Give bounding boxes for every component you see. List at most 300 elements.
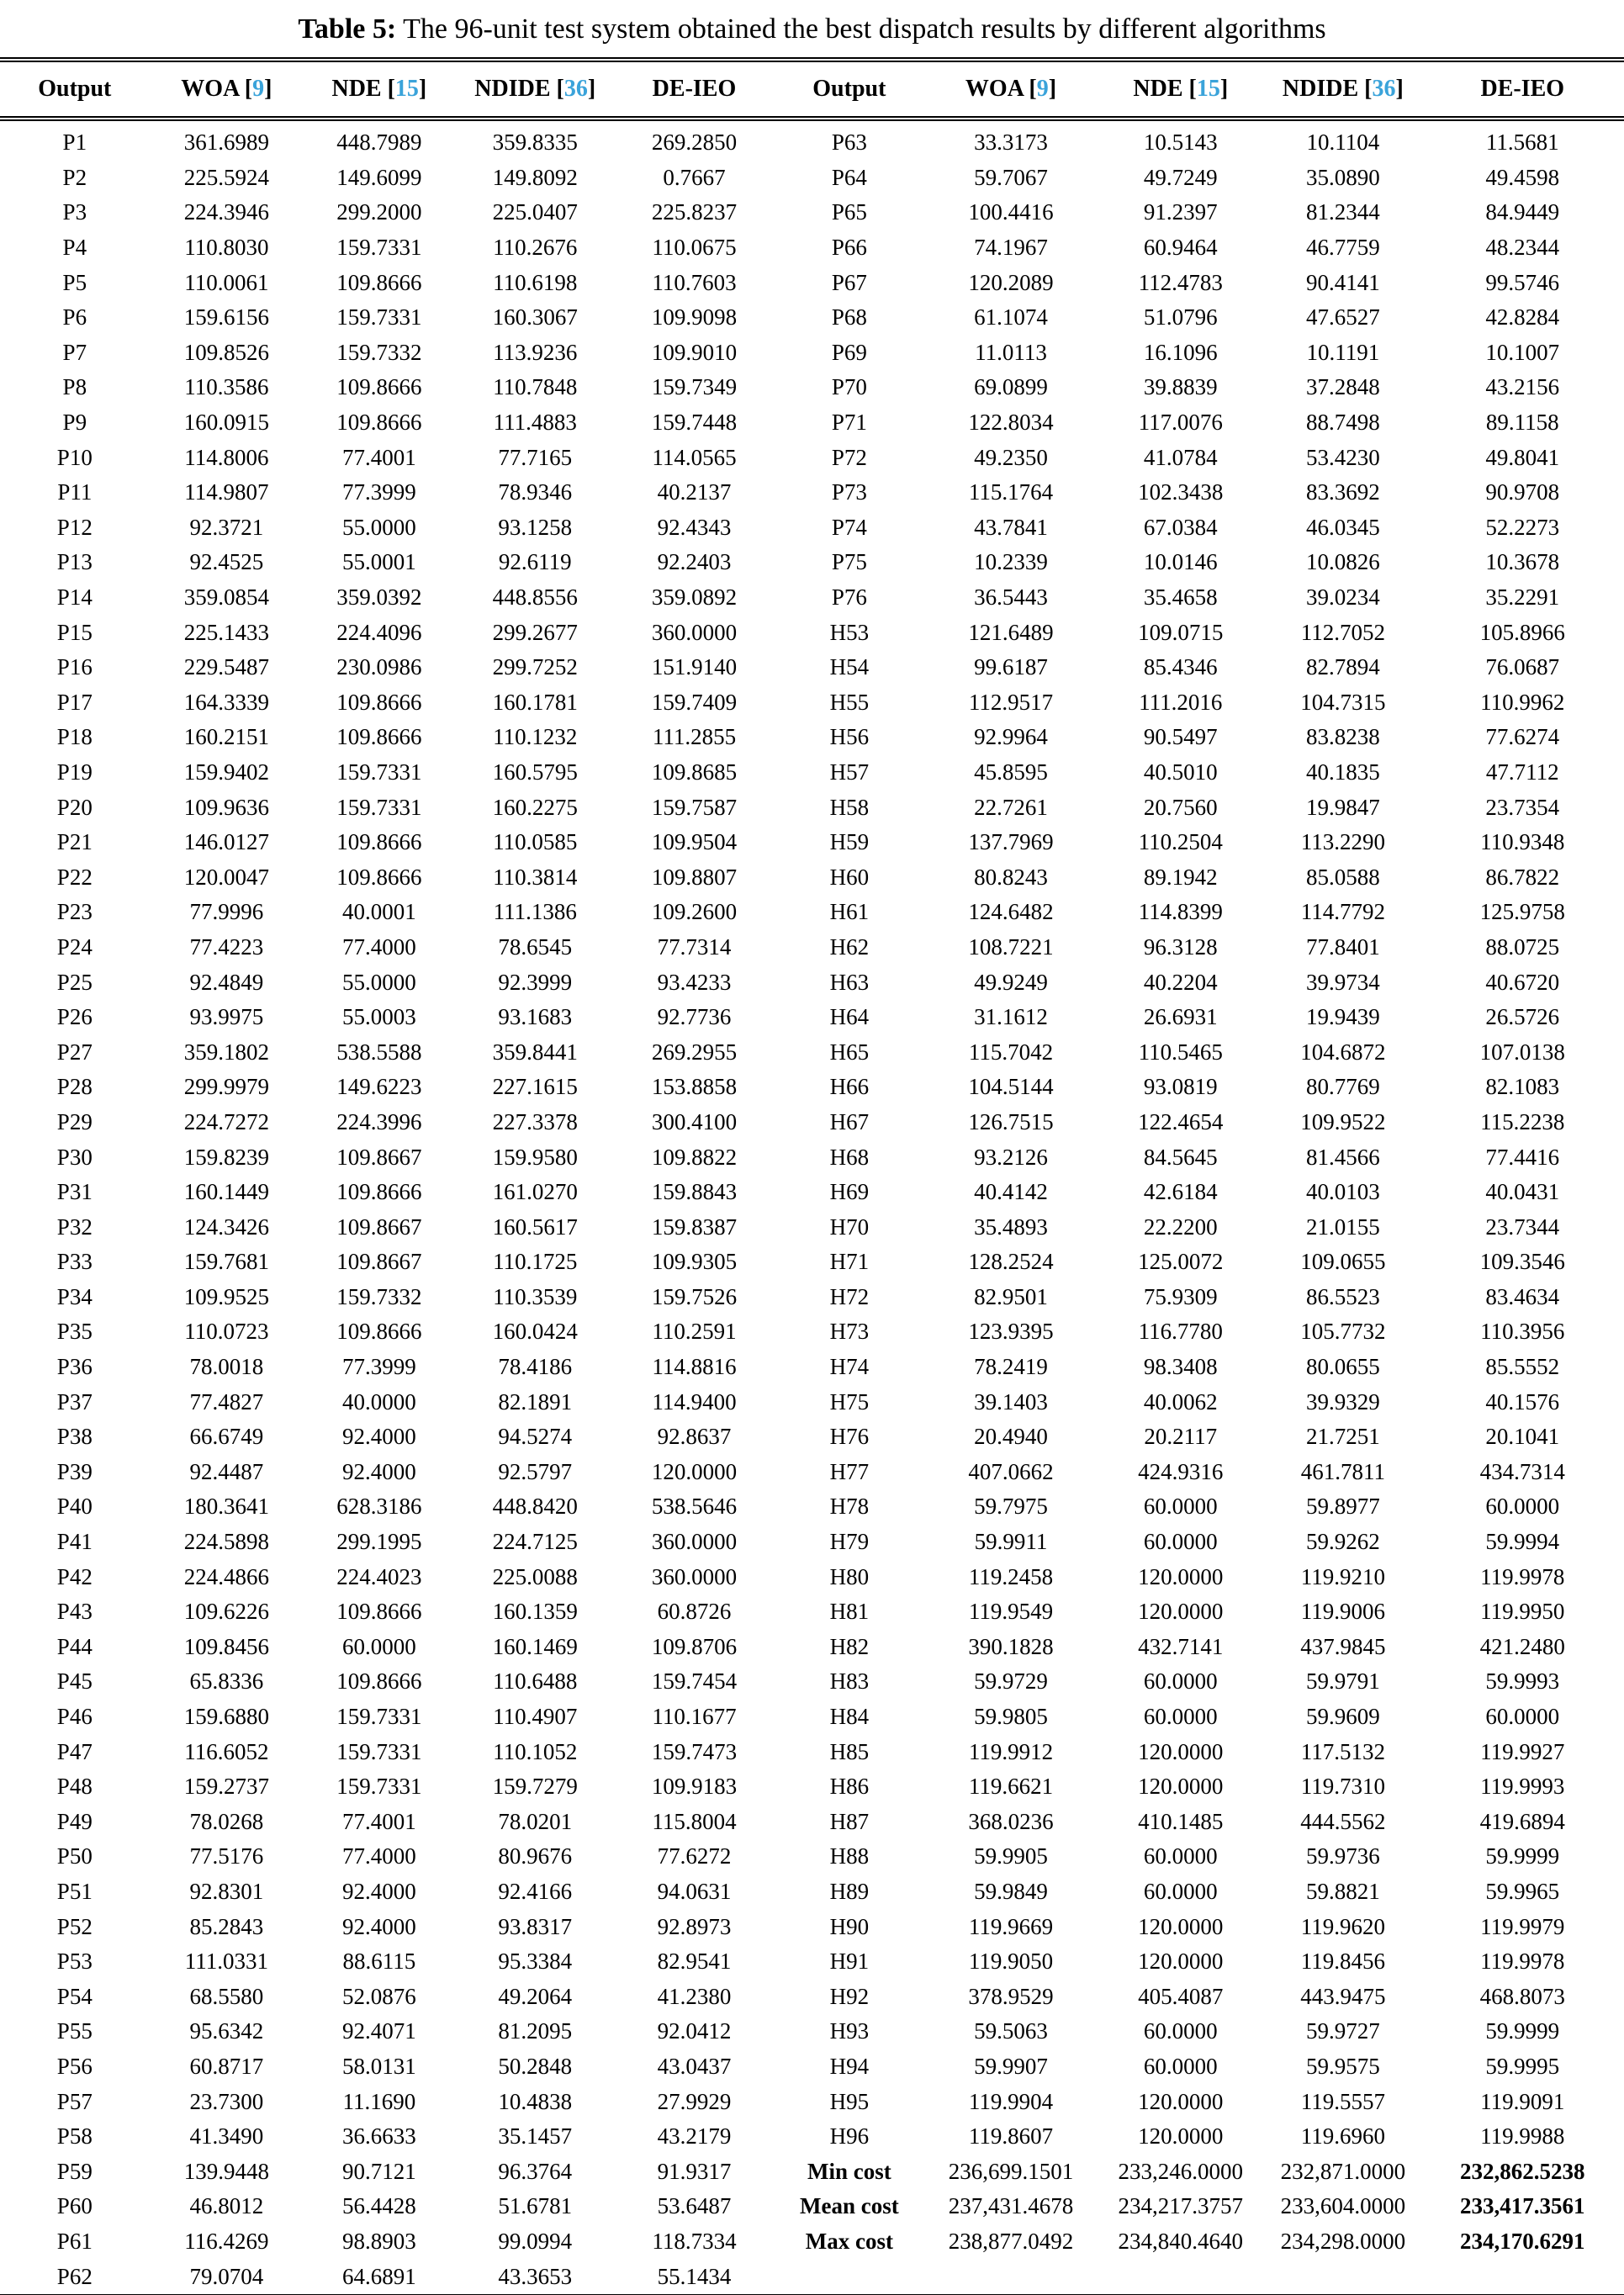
value-cell: 110.3814	[493, 864, 578, 890]
value-cell: 419.6894	[1479, 1808, 1565, 1834]
output-label: P60	[56, 2193, 93, 2219]
value-cell: 93.9975	[189, 1004, 264, 1030]
output-label: P72	[831, 444, 867, 470]
value-cell: 10.4838	[498, 2088, 573, 2114]
value-cell: 39.0234	[1305, 584, 1380, 611]
output-label: P66	[831, 235, 867, 261]
value-cell: 378.9529	[968, 1983, 1054, 2009]
value-cell: 37.2848	[1305, 374, 1380, 400]
table-number: Table 5:	[298, 13, 397, 45]
value-cell: 159.7349	[651, 374, 738, 400]
value-cell: 234,217.3757	[1118, 2193, 1244, 2219]
value-cell: 96.3764	[498, 2158, 573, 2184]
output-label: H78	[829, 1494, 870, 1520]
output-label: P51	[56, 1878, 93, 1904]
value-cell: 60.0000	[341, 1633, 416, 1659]
citation-link[interactable]: 15	[394, 76, 419, 102]
value-cell: 77.4000	[341, 933, 416, 960]
value-cell: 437.9845	[1300, 1633, 1386, 1659]
table-row	[0, 1420, 1624, 1455]
value-cell: 11.5681	[1485, 130, 1559, 156]
value-cell: 159.7331	[336, 235, 422, 261]
value-cell: 159.7473	[651, 1738, 738, 1764]
value-cell: 120.0000	[1138, 1599, 1224, 1625]
value-cell: 107.0138	[1479, 1039, 1565, 1065]
value-cell: 53.6487	[657, 2193, 732, 2219]
value-cell: 109.8667	[336, 1214, 422, 1240]
output-label: P30	[56, 1144, 93, 1170]
value-cell: 109.9183	[651, 1774, 738, 1800]
value-cell: 110.1677	[652, 1704, 737, 1730]
value-cell: 92.8973	[657, 1913, 732, 1939]
citation-link[interactable]: 9	[1036, 76, 1049, 102]
value-cell: 159.6880	[183, 1704, 269, 1730]
output-label: P26	[56, 1004, 93, 1030]
value-cell: 88.6115	[342, 1949, 416, 1975]
value-cell: 234,840.4640	[1118, 2228, 1244, 2254]
value-cell: 359.8335	[492, 130, 578, 156]
value-cell: 33.3173	[974, 130, 1048, 156]
table-row	[0, 1384, 1624, 1420]
value-cell: 40.4142	[974, 1179, 1048, 1205]
output-label: H71	[829, 1249, 870, 1275]
value-cell: 115.8004	[652, 1808, 737, 1834]
value-cell: 77.4827	[189, 1388, 264, 1415]
value-cell: 119.9927	[1480, 1738, 1565, 1764]
value-cell: 159.7526	[651, 1283, 738, 1309]
output-label: P31	[56, 1179, 93, 1205]
value-cell: 77.6274	[1485, 724, 1560, 750]
output-label: P4	[62, 235, 87, 261]
output-label: H55	[829, 689, 870, 715]
value-cell: 11.1690	[342, 2088, 416, 2114]
output-label: H63	[829, 969, 870, 995]
value-cell: 83.3692	[1305, 479, 1380, 505]
value-cell: 59.9609	[1305, 1704, 1380, 1730]
dispatch-results-table	[0, 57, 1624, 2295]
table-row	[0, 2014, 1624, 2049]
output-label: P20	[56, 794, 93, 820]
value-cell: 110.6488	[493, 1668, 578, 1695]
output-label: H89	[829, 1878, 870, 1904]
output-label: P21	[56, 829, 93, 855]
value-cell: 59.9791	[1305, 1668, 1380, 1695]
value-cell: 59.9911	[974, 1529, 1048, 1555]
value-cell: 92.4166	[498, 1878, 573, 1904]
value-cell: 110.0585	[493, 829, 578, 855]
value-cell: 110.8030	[184, 235, 269, 261]
value-cell: 160.0915	[183, 410, 269, 436]
table-row	[0, 1455, 1624, 1490]
output-label: H76	[829, 1424, 870, 1450]
output-label: H86	[829, 1774, 870, 1800]
value-cell: 109.9636	[183, 794, 269, 820]
value-cell: 120.0000	[1138, 1774, 1224, 1800]
value-cell: 11.0113	[975, 339, 1047, 365]
value-cell: 104.7315	[1300, 689, 1386, 715]
value-cell: 40.5010	[1143, 759, 1218, 785]
col-header-de-ieo	[616, 60, 773, 119]
value-cell: 110.0675	[652, 235, 737, 261]
value-cell: 93.8317	[498, 1913, 573, 1939]
value-cell: 109.0655	[1300, 1249, 1386, 1275]
value-cell: 160.0424	[492, 1319, 578, 1345]
value-cell: 59.9995	[1485, 2053, 1560, 2079]
value-cell: 444.5562	[1300, 1808, 1386, 1834]
value-cell: 232,871.0000	[1280, 2158, 1406, 2184]
output-label: P67	[831, 269, 867, 295]
value-cell: 93.2126	[974, 1144, 1048, 1170]
table-row	[0, 440, 1624, 475]
value-cell: 43.0437	[657, 2053, 732, 2079]
table-row	[0, 859, 1624, 895]
output-label: P13	[56, 549, 93, 575]
output-label: P43	[56, 1599, 93, 1625]
value-cell: 120.2089	[968, 269, 1054, 295]
output-label: H83	[829, 1668, 870, 1695]
table-row	[0, 1070, 1624, 1105]
value-cell: 92.8301	[189, 1878, 264, 1904]
value-cell: 82.1083	[1485, 1074, 1560, 1100]
table-row	[0, 1805, 1624, 1840]
output-label: P52	[56, 1913, 93, 1939]
value-cell: 23.7344	[1485, 1214, 1560, 1240]
value-cell: 224.4866	[183, 1563, 269, 1589]
output-label: H58	[829, 794, 870, 820]
value-cell: 160.1449	[183, 1179, 269, 1205]
value-cell: 40.6720	[1485, 969, 1560, 995]
output-label: P61	[56, 2228, 93, 2254]
value-cell: 149.8092	[492, 164, 578, 190]
value-cell: 60.0000	[1143, 1878, 1218, 1904]
value-cell: 55.0001	[341, 549, 416, 575]
output-label: P40	[56, 1494, 93, 1520]
value-cell: 93.0819	[1143, 1074, 1218, 1100]
value-cell: 39.9734	[1305, 969, 1380, 995]
value-cell: 109.3546	[1479, 1249, 1565, 1275]
value-cell: 109.8666	[336, 829, 422, 855]
value-cell: 109.0715	[1138, 619, 1224, 645]
value-cell: 160.5617	[492, 1214, 578, 1240]
value-cell: 468.8073	[1479, 1983, 1565, 2009]
value-cell: 119.9210	[1300, 1563, 1385, 1589]
value-cell: 225.1433	[183, 619, 269, 645]
value-cell: 59.8977	[1305, 1494, 1380, 1520]
value-cell: 538.5646	[651, 1494, 738, 1520]
value-cell: 120.0000	[1138, 2088, 1224, 2114]
table-row	[0, 475, 1624, 510]
value-cell: 96.3128	[1143, 933, 1218, 960]
value-cell: 60.0000	[1485, 1704, 1560, 1730]
value-cell: 20.7560	[1143, 794, 1218, 820]
value-cell: 60.0000	[1143, 1529, 1218, 1555]
value-cell: 119.8456	[1300, 1949, 1385, 1975]
value-cell: 119.5557	[1300, 2088, 1385, 2114]
value-cell: 146.0127	[183, 829, 269, 855]
value-cell: 10.2339	[974, 549, 1048, 575]
value-cell: 55.0000	[341, 514, 416, 540]
value-cell: 114.9807	[184, 479, 269, 505]
value-cell: 119.2458	[968, 1563, 1054, 1589]
value-cell: 114.8399	[1138, 899, 1223, 925]
value-cell: 109.8526	[183, 339, 269, 365]
value-cell: 90.4141	[1305, 269, 1380, 295]
value-cell: 123.9395	[968, 1319, 1054, 1345]
value-cell: 84.5645	[1143, 1144, 1218, 1170]
value-cell: 110.3956	[1480, 1319, 1565, 1345]
value-cell: 82.9501	[974, 1283, 1048, 1309]
value-cell: 60.0000	[1485, 1494, 1560, 1520]
output-label: P24	[56, 933, 93, 960]
value-cell: 115.2238	[1480, 1108, 1565, 1134]
output-label: H90	[829, 1913, 870, 1939]
output-label: H79	[829, 1529, 870, 1555]
value-cell: 23.7354	[1485, 794, 1560, 820]
value-cell: 432.7141	[1138, 1633, 1224, 1659]
value-cell: 234,298.0000	[1280, 2228, 1406, 2254]
value-cell: 109.9010	[651, 339, 738, 365]
table-row	[0, 161, 1624, 196]
value-cell: 237,431.4678	[948, 2193, 1074, 2219]
table-row	[0, 615, 1624, 650]
value-cell: 390.1828	[968, 1633, 1054, 1659]
value-cell: 269.2955	[651, 1039, 738, 1065]
value-cell: 105.7732	[1300, 1319, 1386, 1345]
value-cell: 359.0392	[336, 584, 422, 611]
value-cell: 82.7894	[1305, 654, 1380, 680]
output-label: H53	[829, 619, 870, 645]
output-label: P23	[56, 899, 93, 925]
output-label: P22	[56, 864, 93, 890]
value-cell: 52.0876	[341, 1983, 416, 2009]
value-cell: 159.7409	[651, 689, 738, 715]
value-cell: 159.7332	[336, 1283, 422, 1309]
col-header-label: Output	[38, 76, 112, 102]
value-cell: 224.3946	[183, 199, 269, 225]
value-cell: 10.3678	[1485, 549, 1560, 575]
value-cell: 111.0331	[184, 1949, 268, 1975]
table-row	[0, 825, 1624, 860]
col-header-label: NDE	[1133, 76, 1183, 102]
value-cell: 225.5924	[183, 164, 269, 190]
value-cell: 122.8034	[968, 410, 1054, 436]
value-cell: 55.1434	[657, 2263, 732, 2289]
citation-link[interactable]: 9	[252, 76, 265, 102]
value-cell: 49.7249	[1143, 164, 1218, 190]
table-row	[0, 1979, 1624, 2014]
value-cell: 159.7279	[492, 1774, 578, 1800]
output-label: P64	[831, 164, 867, 190]
value-cell: 119.9993	[1480, 1774, 1565, 1800]
value-cell: 92.3999	[498, 969, 573, 995]
value-cell: 59.9907	[974, 2053, 1048, 2079]
output-label: H82	[829, 1633, 870, 1659]
value-cell: 160.3067	[492, 304, 578, 331]
value-cell: 137.7969	[968, 829, 1054, 855]
output-label: P47	[56, 1738, 93, 1764]
value-cell: 89.1158	[1485, 410, 1559, 436]
table-row	[0, 2119, 1624, 2155]
output-label: P29	[56, 1108, 93, 1134]
value-cell: 227.1615	[492, 1074, 578, 1100]
value-cell: 80.9676	[498, 1843, 573, 1869]
output-label: P8	[62, 374, 87, 400]
value-cell: 161.0270	[492, 1179, 578, 1205]
value-cell: 125.0072	[1138, 1249, 1224, 1275]
value-cell: 94.0631	[657, 1878, 732, 1904]
col-header-label: DE-IEO	[652, 76, 737, 102]
value-cell: 46.7759	[1305, 235, 1380, 261]
value-cell: 299.7252	[492, 654, 578, 680]
output-label: P63	[831, 130, 867, 156]
value-cell: 110.2676	[493, 235, 578, 261]
value-cell: 91.2397	[1143, 199, 1218, 225]
value-cell: 49.9249	[974, 969, 1048, 995]
value-cell: 360.0000	[651, 1529, 738, 1555]
table-row	[0, 965, 1624, 1000]
citation-link[interactable]: 15	[1196, 76, 1220, 102]
value-cell: 233,417.3561	[1460, 2193, 1585, 2219]
value-cell: 40.0431	[1485, 1179, 1560, 1205]
value-cell: 39.1403	[974, 1388, 1048, 1415]
value-cell: 111.1386	[493, 899, 577, 925]
value-cell: 443.9475	[1300, 1983, 1386, 2009]
value-cell: 59.9994	[1485, 1529, 1560, 1555]
value-cell: 125.9758	[1479, 899, 1565, 925]
value-cell: 119.9912	[968, 1738, 1054, 1764]
value-cell: 92.5797	[498, 1458, 573, 1484]
citation-link[interactable]: 36	[1372, 76, 1396, 102]
table-row	[0, 580, 1624, 616]
value-cell: 114.8816	[652, 1354, 737, 1380]
output-label: P35	[56, 1319, 93, 1345]
value-cell: 80.0655	[1305, 1354, 1380, 1380]
output-label: P56	[56, 2053, 93, 2079]
value-cell: 159.7454	[651, 1668, 738, 1695]
value-cell: 159.8843	[651, 1179, 738, 1205]
value-cell: 159.6156	[183, 304, 269, 331]
value-cell: 119.9988	[1480, 2123, 1565, 2150]
col-header-label: DE-IEO	[1480, 76, 1565, 102]
output-label: P19	[56, 759, 93, 785]
value-cell: 67.0384	[1143, 514, 1218, 540]
value-cell: 92.4000	[341, 1424, 416, 1450]
value-cell: 120.0000	[1138, 1949, 1224, 1975]
value-cell: 224.4096	[336, 619, 422, 645]
value-cell: 434.7314	[1479, 1458, 1565, 1484]
table-row	[0, 720, 1624, 755]
table-row	[0, 1175, 1624, 1210]
table-row	[0, 790, 1624, 825]
value-cell: 94.5274	[498, 1424, 573, 1450]
value-cell: 109.8666	[336, 374, 422, 400]
output-label: P46	[56, 1704, 93, 1730]
value-cell: 49.2350	[974, 444, 1048, 470]
col-header-ndide-cite: NDIDE [36]	[455, 60, 616, 119]
output-label: P38	[56, 1424, 93, 1450]
value-cell: 26.5726	[1485, 1004, 1560, 1030]
value-cell: 92.0412	[657, 2018, 732, 2044]
value-cell: 109.8666	[336, 724, 422, 750]
value-cell: 10.1007	[1485, 339, 1560, 365]
value-cell: 92.4487	[189, 1458, 264, 1484]
table-row	[0, 545, 1624, 580]
table-row	[0, 230, 1624, 266]
col-header-label: Output	[812, 76, 886, 102]
output-label: P70	[831, 374, 867, 400]
value-cell: 49.8041	[1485, 444, 1560, 470]
value-cell: 159.8387	[651, 1214, 738, 1240]
output-label: H75	[829, 1388, 870, 1415]
value-cell: 92.3721	[189, 514, 264, 540]
value-cell: 299.2000	[336, 199, 422, 225]
output-label: P12	[56, 514, 93, 540]
output-label: P50	[56, 1843, 93, 1869]
value-cell: 59.8821	[1305, 1878, 1380, 1904]
table-row	[0, 2224, 1624, 2260]
value-cell: 160.1469	[492, 1633, 578, 1659]
value-cell: 52.2273	[1485, 514, 1560, 540]
value-cell: 110.7603	[652, 269, 737, 295]
table-row	[0, 1909, 1624, 1944]
value-cell: 59.9262	[1305, 1529, 1380, 1555]
output-label: H74	[829, 1354, 870, 1380]
value-cell: 128.2524	[968, 1249, 1054, 1275]
output-label: H81	[829, 1599, 870, 1625]
output-label: P53	[56, 1949, 93, 1975]
value-cell: 40.0000	[341, 1388, 416, 1415]
value-cell: 90.5497	[1143, 724, 1218, 750]
value-cell: 109.8822	[651, 1144, 738, 1170]
value-cell: 119.9978	[1480, 1563, 1565, 1589]
citation-link[interactable]: 36	[563, 76, 588, 102]
output-label: P34	[56, 1283, 93, 1309]
value-cell: 224.4023	[336, 1563, 422, 1589]
value-cell: 48.2344	[1485, 235, 1560, 261]
value-cell: 109.9098	[651, 304, 738, 331]
table-row	[0, 1734, 1624, 1769]
value-cell: 61.1074	[974, 304, 1048, 331]
table-row	[0, 300, 1624, 336]
col-header-woa-cite: WOA [9]	[926, 60, 1097, 119]
value-cell: 99.5746	[1485, 269, 1560, 295]
output-label	[773, 2259, 926, 2295]
table-row	[0, 1034, 1624, 1070]
value-cell: 31.1612	[974, 1004, 1048, 1030]
value-cell: 121.6489	[968, 619, 1054, 645]
value-cell: 269.2850	[651, 130, 738, 156]
value-cell: 109.8666	[336, 410, 422, 436]
value-cell: 42.8284	[1485, 304, 1560, 331]
value-cell: 359.0854	[183, 584, 269, 611]
value-cell: 360.0000	[651, 619, 738, 645]
table-row	[0, 1314, 1624, 1350]
value-cell: 180.3641	[183, 1494, 269, 1520]
table-row	[0, 2154, 1624, 2189]
value-cell: 58.0131	[341, 2053, 416, 2079]
output-label: P41	[56, 1529, 93, 1555]
value-cell: 20.1041	[1485, 1424, 1560, 1450]
value-cell: 80.7769	[1305, 1074, 1380, 1100]
value-cell: 90.9708	[1485, 479, 1560, 505]
value-cell: 359.1802	[183, 1039, 269, 1065]
value-cell: 159.7331	[336, 1774, 422, 1800]
value-cell: 361.6989	[183, 130, 269, 156]
value-cell: 74.1967	[974, 235, 1048, 261]
table-row	[0, 2189, 1624, 2224]
value-cell: 82.9541	[657, 1949, 732, 1975]
col-header-label: WOA	[181, 76, 239, 102]
